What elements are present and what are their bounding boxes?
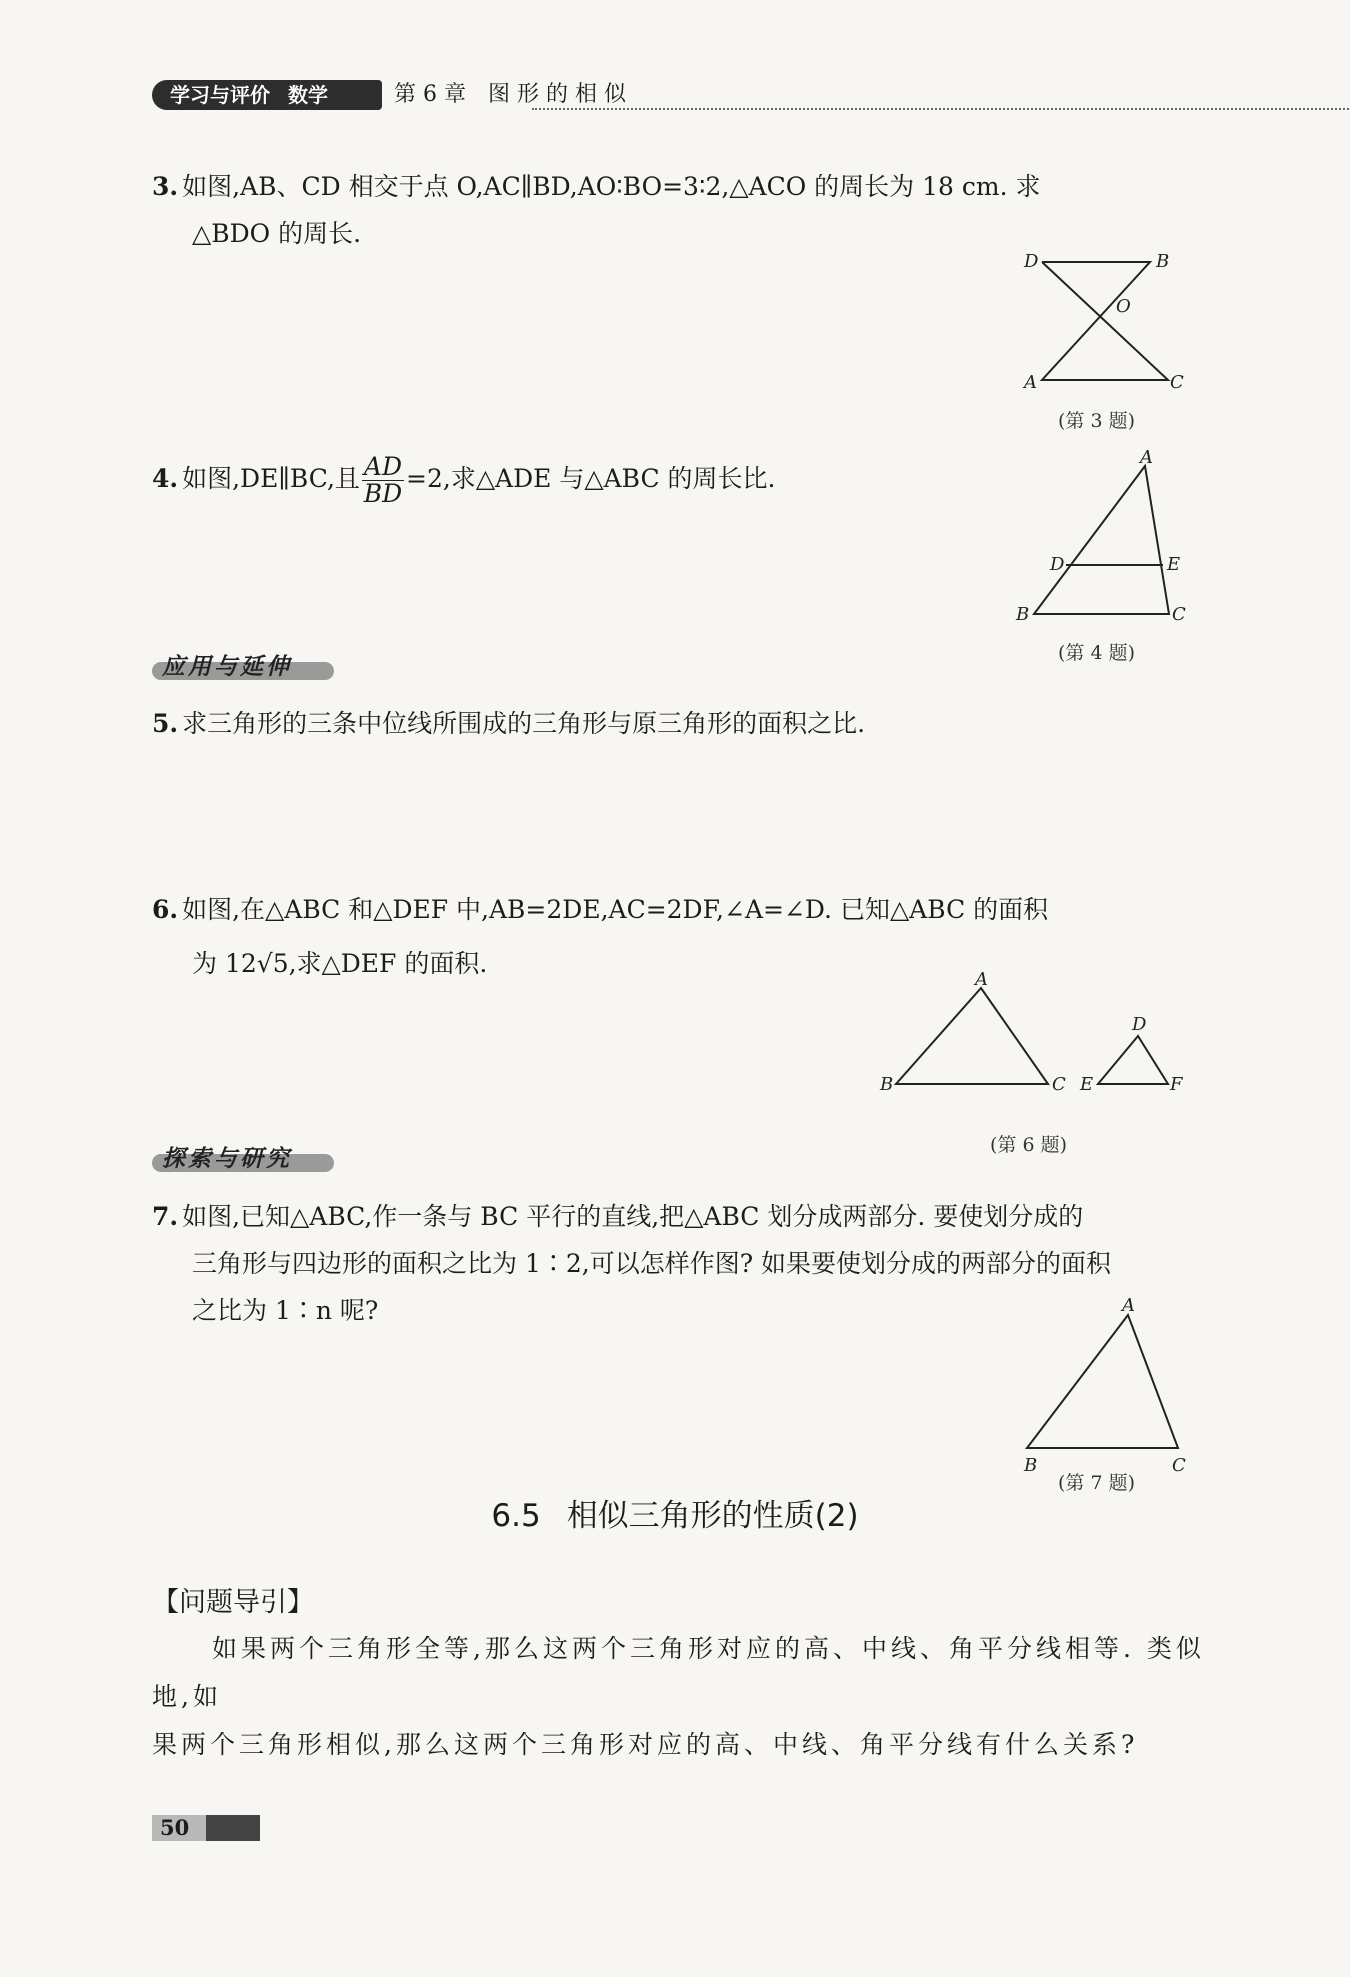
figure-4-triangle — [1034, 466, 1169, 614]
section-heading-text: 探索与研究 — [162, 1146, 292, 1172]
figure-caption: (第 6 题) — [990, 1134, 1067, 1156]
figure-label: A — [1024, 372, 1037, 393]
figure-label: D — [1132, 1014, 1147, 1035]
question-text: 为 12√5,求△DEF 的面积. — [192, 949, 488, 978]
figure-label: C — [1172, 604, 1186, 625]
header-series: 学习与评价 — [170, 83, 270, 107]
figure-3-lines — [1042, 262, 1168, 380]
question-number: 7. — [152, 1202, 179, 1231]
figure-label: D — [1024, 251, 1039, 272]
figure-label: A — [1140, 448, 1153, 468]
figure-label: D — [1050, 554, 1065, 575]
figure-4 — [1010, 448, 1210, 628]
figure-label: B — [1016, 604, 1030, 625]
page-number-tab — [152, 1815, 260, 1841]
figure-6 — [870, 970, 1210, 1100]
figure-label: C — [1172, 1455, 1186, 1475]
question-text: 如图,在△ABC 和△DEF 中,AB=2DE,AC=2DF,∠A=∠D. 已知△ABC 的面积 — [182, 895, 1049, 924]
paragraph-line: 果两个三角形相似,那么这两个三角形对应的高、中线、角平分线有什么关系? — [152, 1730, 1139, 1759]
question-text: 如图,已知△ABC,作一条与 BC 平行的直线,把△ABC 划分成两部分. 要使划分成的 — [182, 1202, 1084, 1231]
figure-label: B — [1024, 1455, 1038, 1475]
section-heading-exploration — [152, 1140, 334, 1174]
question-text: 如图,DE∥BC,且 — [182, 464, 360, 493]
figure-6-triangle-def — [1098, 1036, 1168, 1084]
header-series-badge — [152, 80, 382, 110]
figure-caption: (第 4 题) — [1058, 642, 1135, 664]
fraction-denominator: BD — [363, 479, 403, 508]
section-title — [0, 1490, 1350, 1535]
paragraph-line: 如果两个三角形全等,那么这两个三角形对应的高、中线、角平分线相等. 类似地,如 — [152, 1634, 1205, 1711]
page-number: 50 — [160, 1815, 190, 1840]
figure-label: E — [1167, 554, 1181, 575]
guide-heading: 【问题导引】 — [152, 1587, 314, 1618]
figure-label: B — [1156, 251, 1170, 272]
question-text: 之比为 1∶n 呢? — [192, 1296, 379, 1325]
question-number: 3. — [152, 172, 179, 201]
header-subject: 数学 — [288, 83, 328, 107]
figure-3 — [1010, 240, 1210, 400]
figure-label: E — [1080, 1074, 1094, 1095]
figure-label: F — [1170, 1074, 1183, 1095]
figure-label: C — [1052, 1074, 1066, 1095]
question-text: 三角形与四边形的面积之比为 1∶2,可以怎样作图? 如果要使划分成的两部分的面积 — [192, 1249, 1112, 1278]
figure-7 — [1010, 1295, 1210, 1475]
figure-caption: (第 7 题) — [1058, 1472, 1135, 1494]
question-number: 4. — [152, 464, 179, 493]
question-5 — [152, 700, 1212, 747]
figure-label: A — [1122, 1295, 1135, 1316]
question-text: 求三角形的三条中位线所围成的三角形与原三角形的面积之比. — [182, 709, 866, 738]
section-number: 6.5 — [491, 1498, 541, 1534]
question-4 — [152, 452, 952, 507]
fraction — [362, 454, 404, 507]
figure-6-triangle-abc — [896, 988, 1048, 1084]
header-rule — [532, 108, 1350, 110]
figure-label: O — [1116, 296, 1131, 317]
fraction-numerator: AD — [363, 452, 403, 481]
page-number-accent — [206, 1815, 260, 1841]
section-title-text: 相似三角形的性质(2) — [566, 1498, 859, 1534]
figure-7-triangle — [1027, 1315, 1178, 1448]
guide-paragraph — [152, 1625, 1212, 1769]
figure-label: C — [1170, 372, 1184, 393]
question-number: 5. — [152, 709, 179, 738]
question-text: 如图,AB、CD 相交于点 O,AC∥BD,AO∶BO=3∶2,△ACO 的周长为 18 cm. 求 — [182, 172, 1041, 201]
question-text: △BDO 的周长. — [192, 219, 362, 248]
header-chapter: 第 6 章 图 形 的 相 似 — [394, 82, 626, 107]
figure-caption: (第 3 题) — [1058, 410, 1135, 432]
section-heading-application — [152, 648, 334, 682]
section-heading-text: 应用与延伸 — [162, 654, 292, 680]
question-number: 6. — [152, 895, 179, 924]
figure-label: A — [975, 970, 988, 990]
page-header — [152, 80, 1202, 112]
figure-label: B — [880, 1074, 894, 1095]
question-text: =2,求△ADE 与△ABC 的周长比. — [406, 464, 776, 493]
